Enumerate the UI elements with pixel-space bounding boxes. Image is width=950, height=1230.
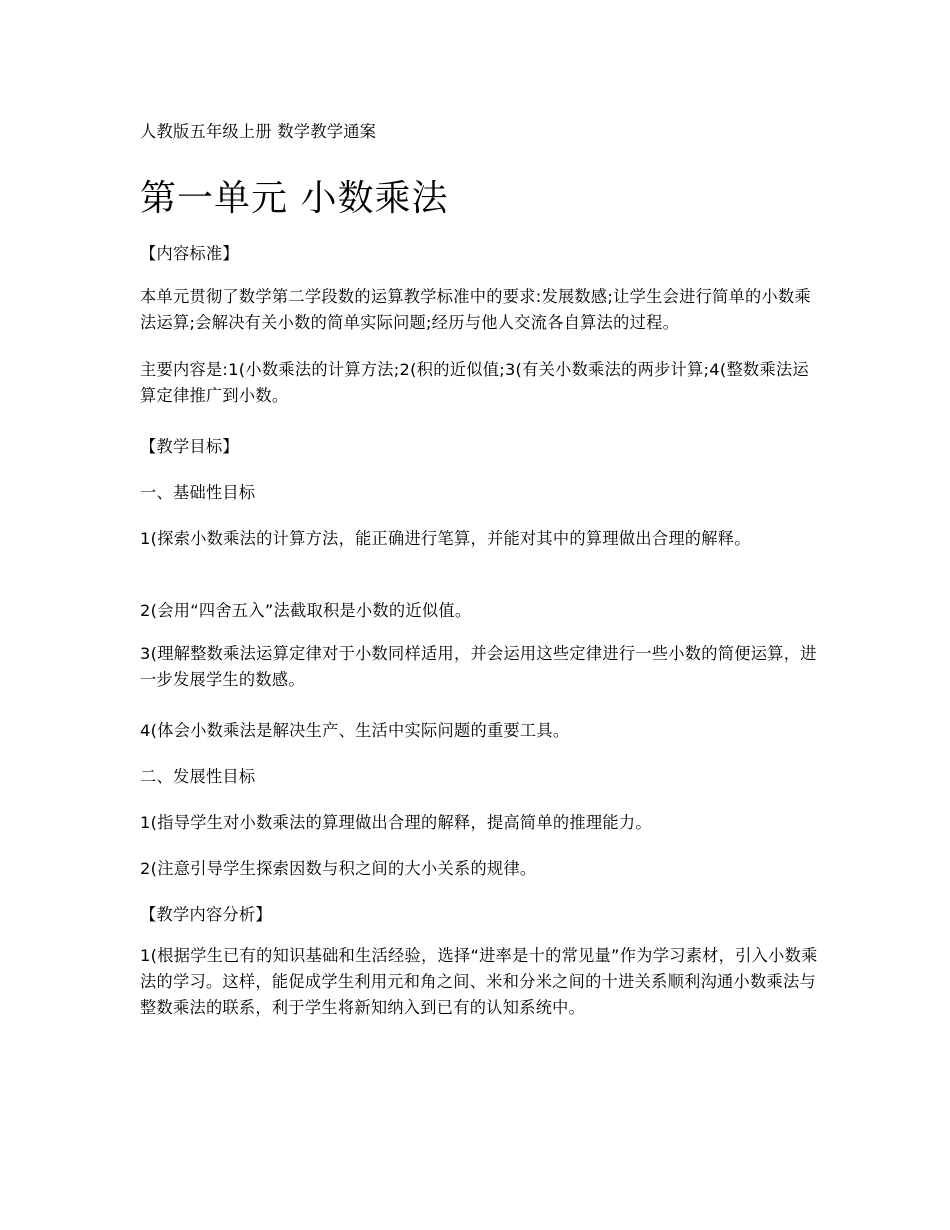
goal-dev-heading: 二、发展性目标 <box>140 767 256 786</box>
section-heading-analysis: 【教学内容分析】 <box>140 905 272 924</box>
paragraph-main-content: 主要内容是:1(小数乘法的计算方法;2(积的近似值;3(有关小数乘法的两步计算;4(整数乘法运算定律推广到小数。 <box>140 360 809 405</box>
goal-dev-item-2: 2(注意引导学生探索因数与积之间的大小关系的规律。 <box>140 859 537 878</box>
goal-basic-item-2: 2(会用“四舍五入”法截取积是小数的近似值。 <box>140 601 472 620</box>
goal-basic-item-1: 1(探索小数乘法的计算方法，能正确进行笔算，并能对其中的算理做出合理的解释。 <box>140 529 751 548</box>
document-header: 人教版五年级上册 数学教学通案 <box>140 122 377 141</box>
goal-dev-item-1: 1(指导学生对小数乘法的算理做出合理的解释，提高简单的推理能力。 <box>140 813 652 832</box>
goal-basic-heading: 一、基础性目标 <box>140 483 256 502</box>
section-heading-content-standard: 【内容标准】 <box>140 244 239 263</box>
page-title: 第一单元 小数乘法 <box>140 178 449 219</box>
analysis-item-1: 1(根据学生已有的知识基础和生活经验，选择“进率是十的常见量”作为学习素材，引入小数乘法的学习。这样，能促成学生利用元和角之间、米和分米之间的十进关系顺利沟通小数乘法与整数乘法的联系，利于学生将新知纳入到已有的认知系统中。 <box>140 946 818 1017</box>
section-heading-goals: 【教学目标】 <box>140 437 239 456</box>
goal-basic-item-4: 4(体会小数乘法是解决生产、生活中实际问题的重要工具。 <box>140 721 570 740</box>
paragraph-standard: 本单元贯彻了数学第二学段数的运算教学标准中的要求:发展数感;让学生会进行简单的小数乘法运算;会解决有关小数的简单实际问题;经历与他人交流各自算法的过程。 <box>140 287 812 332</box>
goal-basic-item-3: 3(理解整数乘法运算定律对于小数同样适用，并会运用这些定律进行一些小数的简便运算，进一步发展学生的数感。 <box>140 644 817 689</box>
